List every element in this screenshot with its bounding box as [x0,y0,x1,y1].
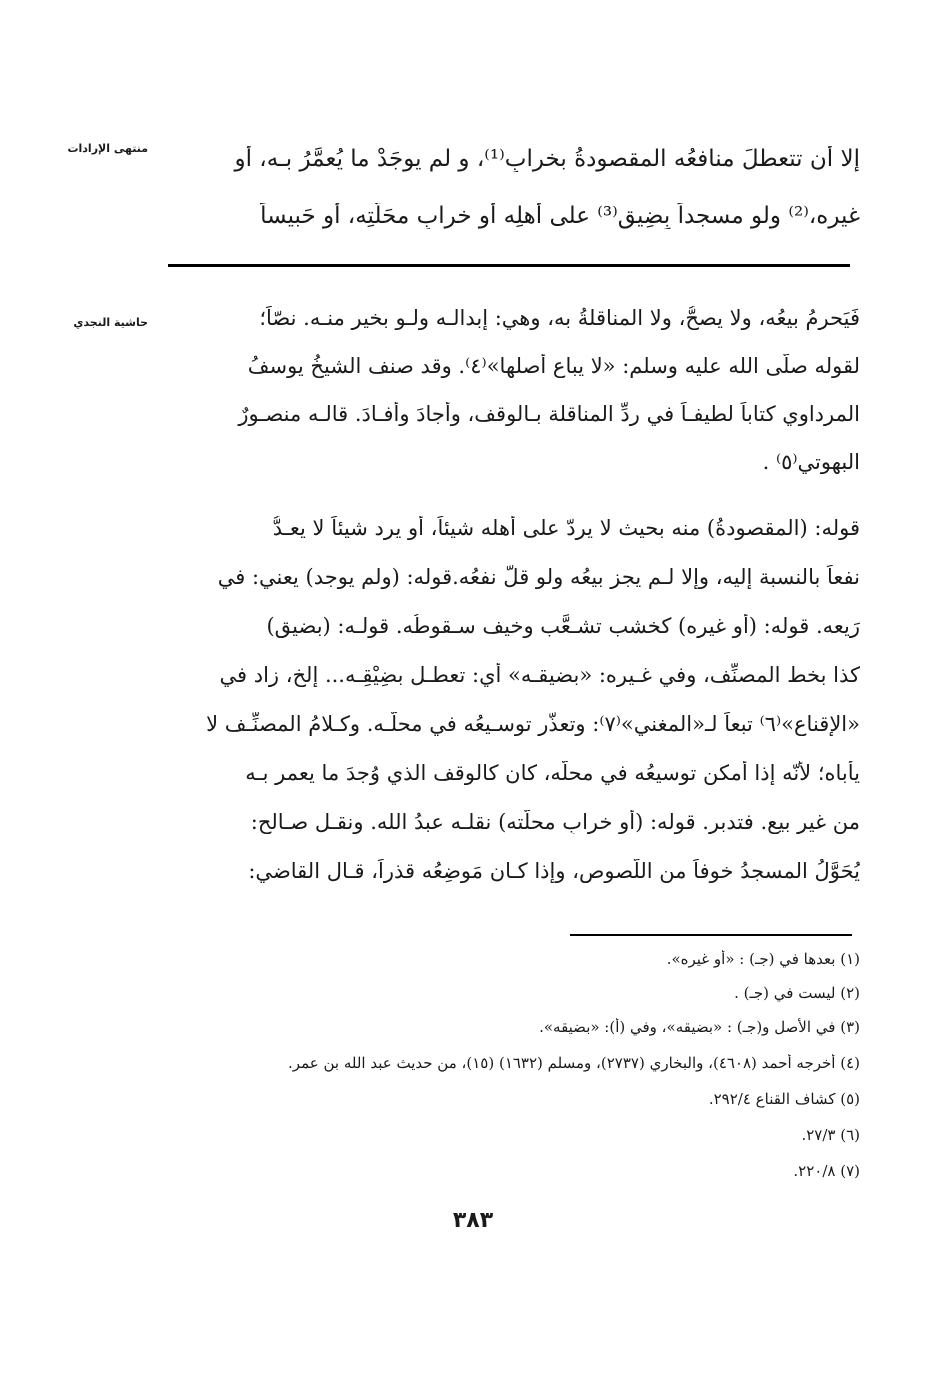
page-number: ٣٨٣ [452,1208,494,1233]
footnote: (٦) ٢٧/٣. [801,1126,860,1144]
hashiya-line: يُحَوَّلُ المسجدُ خوفاً من اللّصوص، وإذا كـان مَوضِعُه قذراً، قـال القاضي: [248,859,860,883]
matn-line: غيرِه،⁽²⁾ ولو مسجداً بِضِيقٍ⁽³⁾ على أهلِه أو خرابِ محَلّتِه، أو حَبيساً [260,203,860,229]
hashiya-line: لقوله صلّى الله عليه وسلم: «لا يباع أصلها»⁽٤⁾. وقد صنف الشيخُ يوسفُ [247,354,860,378]
footnote: (٧) ٢٢٠/٨. [793,1162,860,1180]
matn-line: إلا أن تتعطلَ منافعُه المقصودةُ بخرابٍ⁽¹⁾، و لم يوجَدْ ما يُعمَّرُ بـه، أو [234,146,860,172]
matn-text-block [160,140,860,270]
matn-side-label: منتهى الإرادات [67,142,148,155]
main-divider [168,264,850,267]
footnote: (٥) كشاف القناع ٢٩٢/٤. [708,1090,860,1108]
hashiya-line: قوله: (المقصودةُ) منه بحيث لا يردّ على أهله شيئاً، أو يرد شيئاً لا يعـدُّ [272,516,860,540]
footnote: (٢) ليست في (جـ) . [734,984,860,1002]
hashiya-line: «الإقناع»⁽٦⁾ تبعاً لـ«المغني»⁽٧⁾: وتعذّر توسـيعُه في محلّـه. وكـلامُ المصنِّـف لا [206,712,860,736]
footnotes [160,944,860,1194]
hashiya-side-label: حاشية النجدي [73,316,148,329]
hashiya-paragraph-2 [160,506,860,916]
footnote-divider [570,934,852,936]
hashiya-line: فَيَحرمُ بيعُه، ولا يصحُّ، ولا المناقلةُ به، وهي: إبدالـه ولـو بخير منـه. نصّاً؛ [259,306,860,330]
hashiya-paragraph-1 [160,296,860,496]
hashiya-line: يأباه؛ لأنّه إذا أمكن توسيعُه في محلّه، كان كالوقف الذي وُجدَ ما يعمر بـه [245,761,860,785]
footnote: (١) بعدها في (جـ) : «أو غيره». [666,950,860,968]
hashiya-line: نفعاً بالنسبة إليه، وإلا لـم يجز بيعُه ولو قلَّ نفعُه.قوله: (ولم يوجد) يعني: في [217,565,860,589]
hashiya-line: كذا بخط المصنِّف، وفي غـيره: «بضيقـه» أي: تعطـل بضِيْقِـه... إلخ، زاد في [219,663,860,687]
hashiya-line: رَيعه. قوله: (أو غيره) كخشب تشـعَّب وخيف سـقوطُه. قولـه: (بضيقٍ) [266,614,860,638]
hashiya-line: المرداوي كتاباً لطيفـاً في ردِّ المناقلة بـالوقف، وأجادَ وأفـادَ. قالـه منصـورٌ [238,402,860,426]
hashiya-line: من غير بيع. فتدبر. قوله: (أو خرابِ محلّته) نقلـه عبدُ الله. ونقـل صـالح: [250,810,860,834]
hashiya-line: البهوتي⁽٥⁾ . [762,450,860,474]
footnote: (٣) في الأصل و(جـ) : «بضيقه»، وفي (أ): «بضيقه». [539,1018,860,1036]
footnote: (٤) أخرجه أحمد (٤٦٠٨)، والبخاري (٢٧٣٧)، ومسلم (١٦٣٢) (١٥)، من حديث عبد الله بن عمر. [288,1054,860,1072]
